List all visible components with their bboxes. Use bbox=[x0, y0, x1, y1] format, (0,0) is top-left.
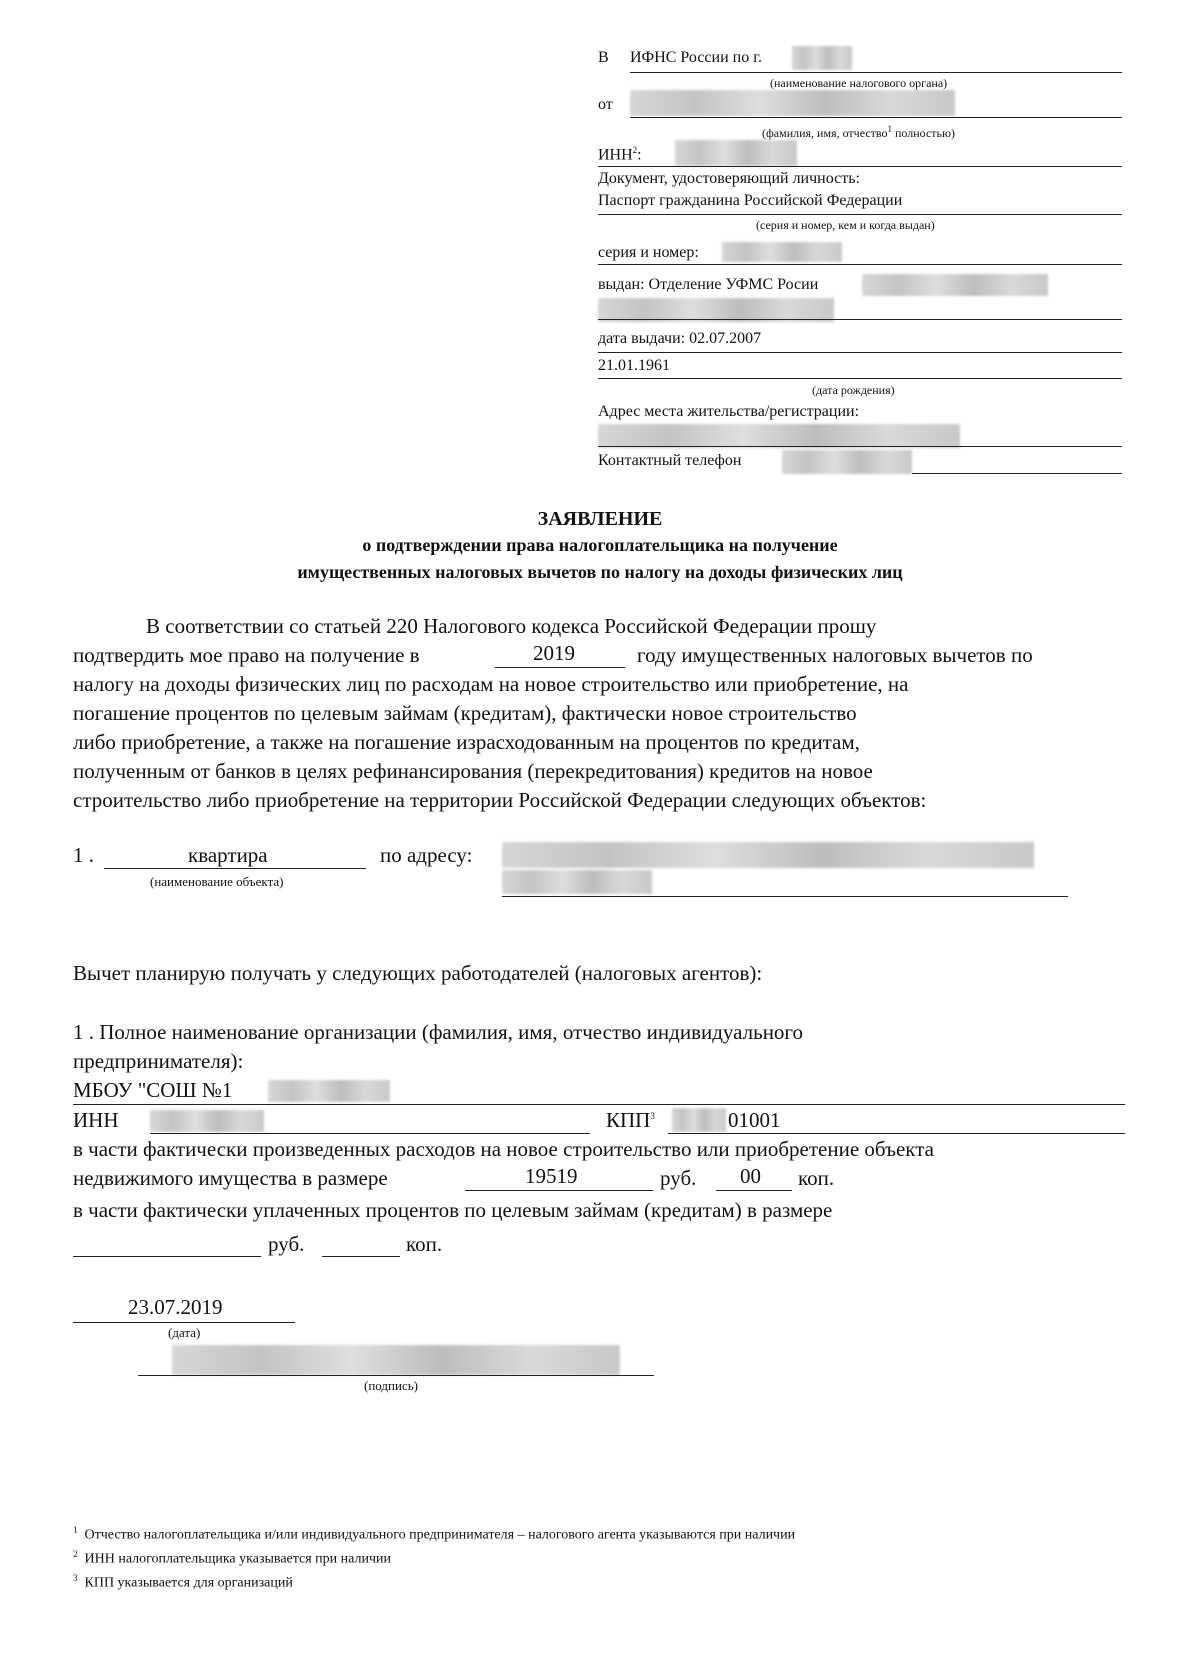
object-name-line bbox=[104, 868, 366, 869]
paragraph-line-5: либо приобретение, а также на погашение израсходованным на процентов по кредитам, bbox=[73, 730, 860, 754]
footnote-3: $^3$ КПП указывается для организаций bbox=[73, 1573, 293, 1591]
signature-line bbox=[138, 1375, 654, 1376]
phone-label: Контактный телефон bbox=[598, 452, 742, 469]
kpp-line bbox=[668, 1133, 1125, 1134]
footnote-2: $^2$ ИНН налогоплательщика указывается при наличии bbox=[73, 1549, 392, 1567]
authority-line bbox=[630, 72, 1122, 73]
object-caption: (наименование объекта) bbox=[150, 874, 284, 889]
birth-date: 21.01.1961 bbox=[598, 357, 670, 374]
paragraph-line-3: налогу на доходы физических лиц по расходам на новое строительство или приобретение, на bbox=[73, 672, 909, 696]
expense-line-1: в части фактически произведенных расходов на новое строительство или приобретение объекта bbox=[73, 1137, 934, 1161]
paragraph-line-7: строительство либо приобретение на территории Российской Федерации следующих объектов: bbox=[73, 788, 927, 812]
paragraph-line-6: полученным от банков в целях рефинансирования (перекредитования) кредитов на новое bbox=[73, 759, 873, 783]
from-prefix: от bbox=[598, 96, 613, 113]
inn-line bbox=[598, 166, 1122, 167]
name-line bbox=[630, 117, 1122, 118]
id-doc-value: Паспорт гражданина Российской Федерации bbox=[598, 192, 903, 209]
kpp-tail: 01001 bbox=[728, 1108, 781, 1132]
employer-inn-label: ИНН bbox=[73, 1108, 119, 1132]
object-address-line bbox=[502, 896, 1068, 897]
redacted-kpp bbox=[672, 1108, 726, 1132]
paragraph-line-2a: подтвердить мое право на получение в bbox=[73, 643, 420, 667]
document-title: ЗАЯВЛЕНИЕ bbox=[537, 508, 663, 530]
address-label: Адрес места жительства/регистрации: bbox=[598, 403, 860, 420]
signature-date: 23.07.2019 bbox=[128, 1295, 223, 1319]
expense-kop: 00 bbox=[740, 1164, 761, 1188]
expense-kop-line bbox=[716, 1190, 792, 1191]
redacted-employer-inn bbox=[150, 1110, 264, 1132]
id-doc-line bbox=[598, 214, 1122, 215]
authority-caption: (наименование налогового органа) bbox=[770, 76, 948, 90]
employer-inn-line bbox=[150, 1133, 590, 1134]
employer-item-line-1: 1 . Полное наименование организации (фамилия, имя, отчество индивидуального bbox=[73, 1020, 804, 1044]
object-address-label: по адресу: bbox=[380, 843, 473, 867]
object-name: квартира bbox=[188, 843, 268, 867]
redacted-full-name bbox=[630, 90, 955, 116]
deduction-year: 2019 bbox=[533, 641, 575, 665]
redacted-city bbox=[792, 46, 852, 70]
redacted-issuer-1 bbox=[862, 274, 1048, 296]
redacted-series bbox=[722, 242, 842, 262]
document-subtitle-1: о подтверждении права налогоплательщика на получение bbox=[362, 535, 838, 555]
redacted-object-address-1 bbox=[502, 842, 1034, 868]
redacted-phone bbox=[782, 450, 912, 474]
issue-date: дата выдачи: 02.07.2007 bbox=[598, 330, 762, 347]
year-line bbox=[495, 667, 625, 668]
issuer-line bbox=[598, 319, 1122, 320]
redacted-address bbox=[598, 424, 960, 448]
phone-line bbox=[912, 473, 1122, 474]
object-number: 1 . bbox=[73, 843, 94, 867]
document-subtitle-2: имущественных налоговых вычетов по налогу на доходы физических лиц bbox=[297, 562, 903, 582]
interest-kop-label: коп. bbox=[406, 1232, 443, 1256]
expense-rub-label: руб. bbox=[660, 1166, 697, 1190]
paragraph-line-2b: году имущественных налоговых вычетов по bbox=[637, 643, 1033, 667]
expense-line-2: недвижимого имущества в размере bbox=[73, 1166, 388, 1190]
redacted-signature bbox=[172, 1345, 620, 1375]
name-caption: (фамилия, имя, отчество$^1$ полностью) bbox=[762, 124, 955, 140]
series-label: серия и номер: bbox=[598, 244, 699, 261]
paragraph-line-4: погашение процентов по целевым займам (кредитам), фактически новое строительство bbox=[73, 701, 857, 725]
date-line bbox=[73, 1322, 295, 1323]
footnote-1: $^1$ Отчество налогоплательщика и/или индивидуального предпринимателя – налогового агента указываются при наличии bbox=[73, 1525, 796, 1543]
interest-line-1: в части фактически уплаченных процентов по целевым займам (кредитам) в размере bbox=[73, 1198, 833, 1222]
redacted-object-address-2 bbox=[502, 870, 652, 894]
paragraph-line-1: В соответствии со статьей 220 Налогового кодекса Российской Федерации прошу bbox=[146, 614, 877, 638]
redacted-org-name bbox=[268, 1080, 390, 1102]
employer-item-line-2: предпринимателя): bbox=[73, 1049, 244, 1073]
birth-date-line bbox=[598, 378, 1122, 379]
date-caption: (дата) bbox=[168, 1325, 201, 1340]
issue-date-line bbox=[598, 352, 1122, 353]
series-line bbox=[598, 264, 1122, 265]
kpp-label: КПП$^3$ bbox=[606, 1108, 655, 1132]
address-line bbox=[598, 446, 1122, 447]
to-prefix: В bbox=[598, 49, 609, 66]
id-doc-label: Документ, удостоверяющий личность: bbox=[598, 170, 860, 187]
interest-kop-line bbox=[322, 1256, 400, 1257]
redacted-inn bbox=[675, 140, 797, 166]
tax-authority: ИФНС России по г. bbox=[630, 49, 762, 66]
expense-rub-line bbox=[465, 1190, 653, 1191]
org-name: МБОУ "СОШ №1 bbox=[73, 1078, 233, 1102]
expense-rub: 19519 bbox=[525, 1164, 578, 1188]
birth-caption: (дата рождения) bbox=[812, 383, 895, 397]
org-name-line bbox=[73, 1104, 1125, 1105]
employers-heading: Вычет планирую получать у следующих работодателей (налоговых агентов): bbox=[73, 961, 763, 985]
interest-rub-line bbox=[73, 1256, 261, 1257]
inn-label: ИНН$^2$: bbox=[598, 145, 642, 164]
id-doc-caption: (серия и номер, кем и когда выдан) bbox=[756, 218, 935, 232]
issued-by-label: выдан: Отделение УФМС Росии bbox=[598, 276, 819, 293]
expense-kop-label: коп. bbox=[798, 1166, 835, 1190]
signature-caption: (подпись) bbox=[364, 1378, 418, 1393]
interest-rub-label: руб. bbox=[268, 1232, 305, 1256]
